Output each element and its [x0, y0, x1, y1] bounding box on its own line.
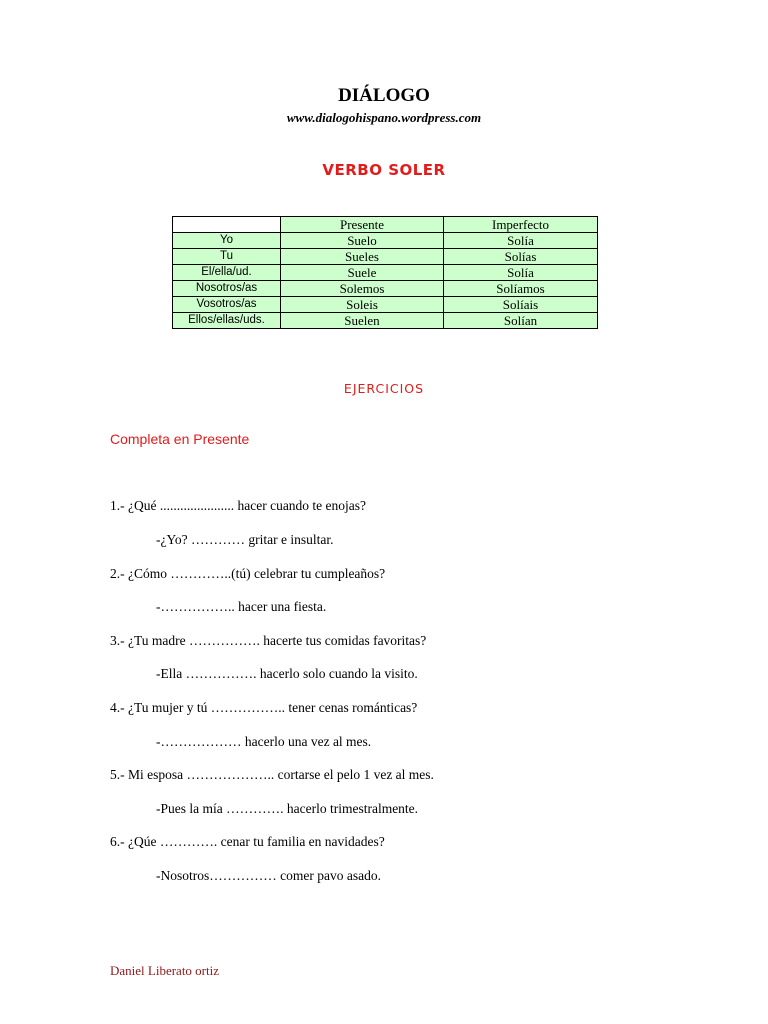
exercise-question: 4.- ¿Tu mujer y tú …………….. tener cenas románticas? [110, 700, 418, 715]
instruction-text: Completa en Presente [110, 431, 250, 447]
table-corner-cell [173, 217, 281, 233]
document-title: DIÁLOGO [338, 85, 430, 106]
exercise-answer: -…………….. hacer una fiesta. [156, 599, 327, 614]
column-header-imperfecto: Imperfecto [444, 217, 598, 233]
website-url: www.dialogohispano.wordpress.com [286, 110, 482, 125]
exercise-answer: -¿Yo? ………… gritar e insultar. [156, 532, 334, 547]
verb-heading: VERBO SOLER [322, 161, 446, 179]
conjugation-table [172, 216, 598, 329]
table-row [173, 297, 598, 313]
table-row [173, 233, 598, 249]
imperfecto-cell: Solía [444, 233, 598, 249]
exercise-question: 6.- ¿Qúe …………. cenar tu familia en navidades? [110, 834, 385, 849]
exercise-question: 5.- Mi esposa ……………….. cortarse el pelo 1 vez al mes. [110, 767, 434, 782]
imperfecto-cell: Solías [444, 249, 598, 265]
presente-cell: Soleis [281, 297, 444, 313]
author-footer: Daniel Liberato ortiz [110, 963, 220, 978]
person-cell: Tu [173, 249, 281, 265]
exercise-answer: -Pues la mía …………. hacerlo trimestralmente. [156, 801, 419, 816]
table-header-row [173, 217, 598, 233]
presente-cell: Suele [281, 265, 444, 281]
exercise-answer: -Nosotros…………… comer pavo asado. [156, 868, 381, 883]
person-cell: El/ella/ud. [173, 265, 281, 281]
exercise-answer: -……………… hacerlo una vez al mes. [156, 734, 372, 749]
exercises-heading: EJERCICIOS [343, 381, 425, 396]
imperfecto-cell: Solíamos [444, 281, 598, 297]
presente-cell: Sueles [281, 249, 444, 265]
column-header-presente: Presente [281, 217, 444, 233]
presente-cell: Suelo [281, 233, 444, 249]
presente-cell: Suelen [281, 313, 444, 329]
person-cell: Yo [173, 233, 281, 249]
table-row [173, 249, 598, 265]
person-cell: Ellos/ellas/uds. [173, 313, 281, 329]
exercise-question: 3.- ¿Tu madre ……………. hacerte tus comidas favoritas? [110, 633, 427, 648]
imperfecto-cell: Solíais [444, 297, 598, 313]
exercise-answer: -Ella ……………. hacerlo solo cuando la visito. [156, 666, 418, 681]
imperfecto-cell: Solían [444, 313, 598, 329]
table-row [173, 313, 598, 329]
exercise-question: 1.- ¿Qué ...................... hacer cuando te enojas? [110, 498, 367, 513]
table-row [173, 265, 598, 281]
presente-cell: Solemos [281, 281, 444, 297]
imperfecto-cell: Solía [444, 265, 598, 281]
table-row [173, 281, 598, 297]
exercise-question: 2.- ¿Cómo …………..(tú) celebrar tu cumpleaños? [110, 566, 386, 581]
person-cell: Vosotros/as [173, 297, 281, 313]
person-cell: Nosotros/as [173, 281, 281, 297]
